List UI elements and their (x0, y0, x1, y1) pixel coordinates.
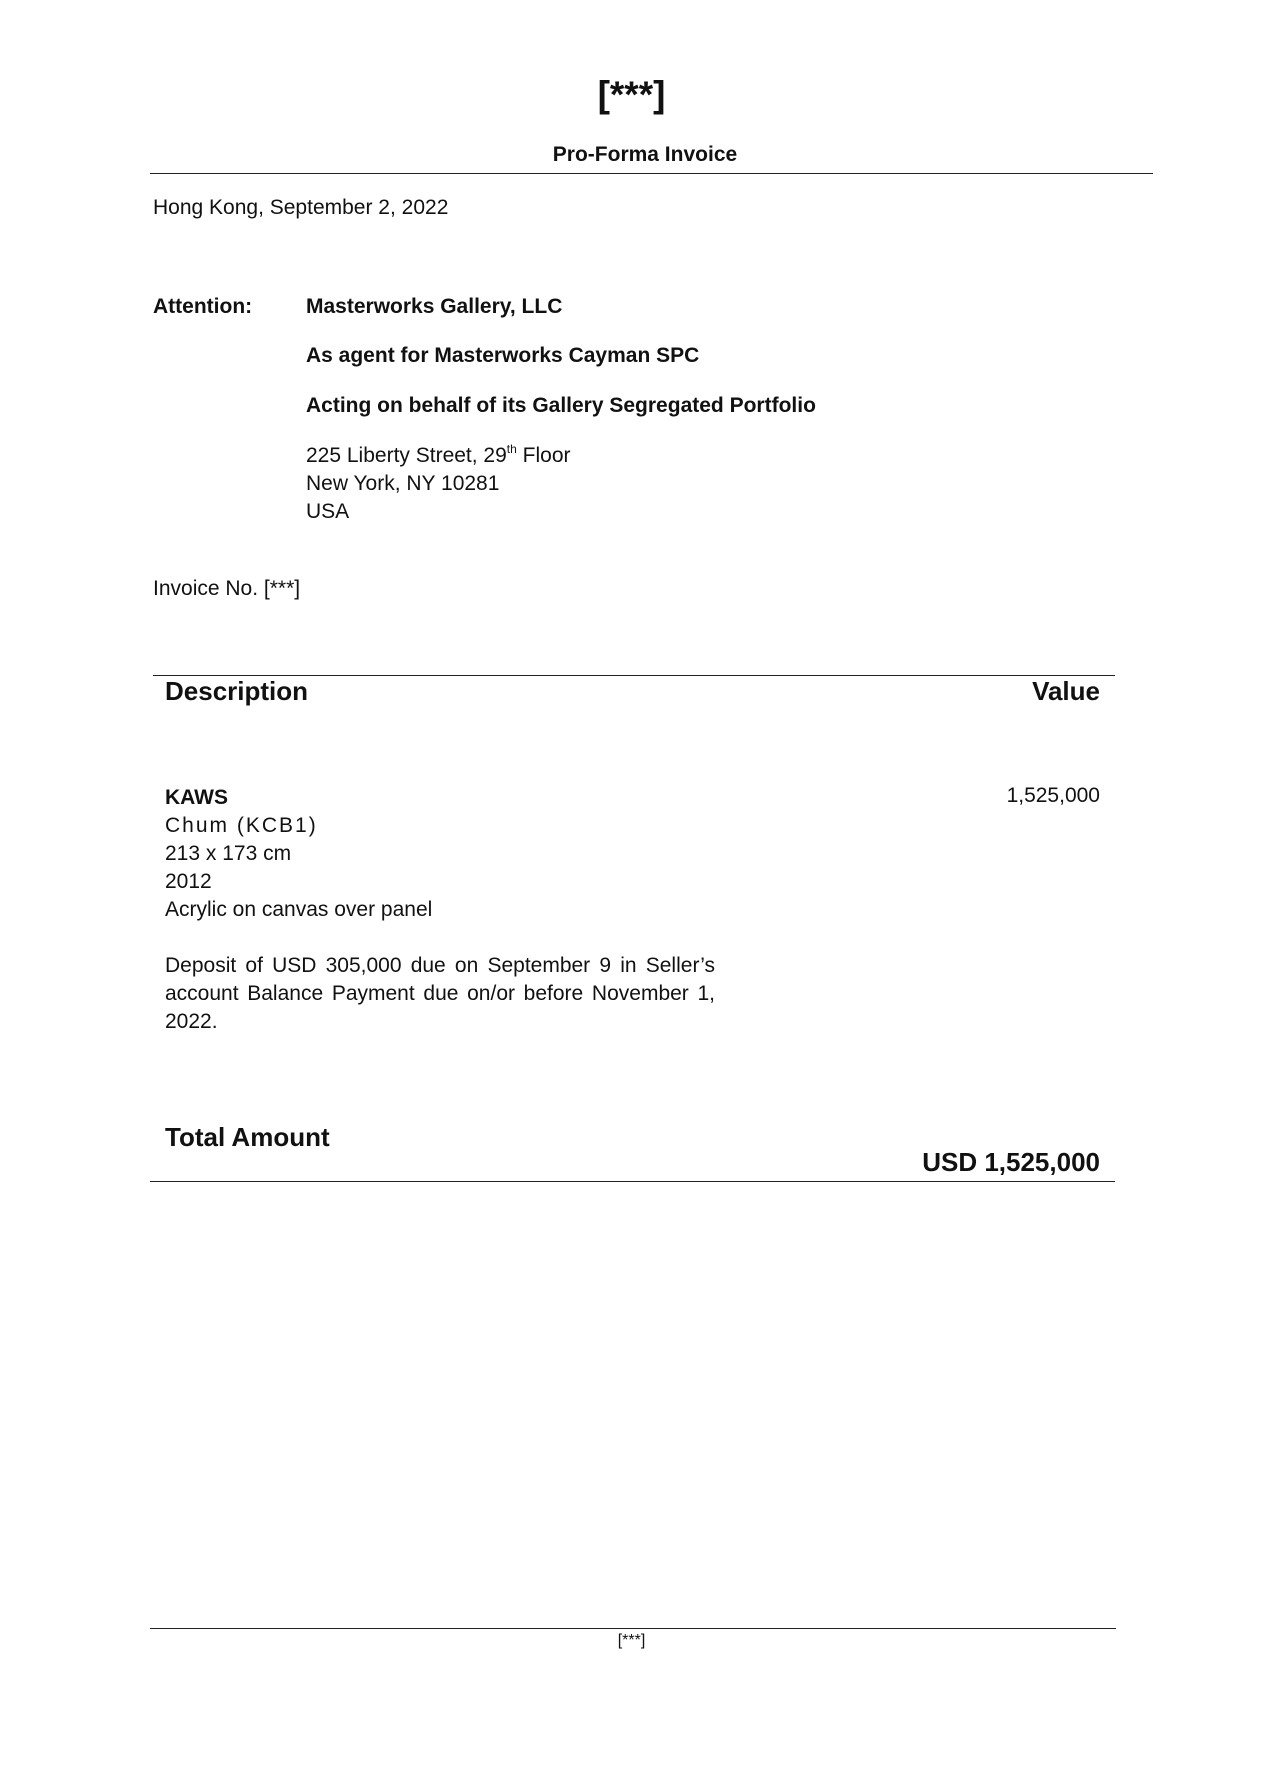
header-divider (150, 173, 1153, 174)
recipient-agent-line: As agent for Masterworks Cayman SPC (306, 344, 700, 367)
item-medium: Acrylic on canvas over panel (165, 898, 433, 921)
attention-label: Attention: (153, 295, 253, 318)
total-value: USD 1,525,000 (922, 1147, 1100, 1177)
recipient-portfolio-line: Acting on behalf of its Gallery Segregated Portfolio (306, 394, 816, 417)
item-title: Chum (KCB1) (165, 814, 318, 837)
address-street: 225 Liberty Street, 29th Floor (306, 442, 571, 467)
item-dimensions: 213 x 173 cm (165, 842, 292, 865)
recipient-name: Masterworks Gallery, LLC (306, 295, 563, 318)
address-country: USA (306, 500, 350, 523)
invoice-number: Invoice No. [***] (153, 577, 301, 600)
header-mark: [***] (597, 74, 666, 115)
recipient-address (306, 442, 571, 526)
table-bottom-rule (150, 1181, 1115, 1182)
description-header: Description (165, 676, 309, 706)
value-header: Value (1032, 676, 1100, 706)
item-year: 2012 (165, 870, 212, 893)
document-title: Pro-Forma Invoice (552, 143, 738, 166)
footer-divider (150, 1628, 1116, 1629)
line-item (165, 784, 432, 924)
address-city: New York, NY 10281 (306, 472, 500, 495)
total-label: Total Amount (165, 1122, 330, 1152)
item-value: 1,525,000 (1006, 784, 1100, 807)
footer-mark: [***] (617, 1632, 646, 1649)
payment-terms: Deposit of USD 305,000 due on September 9 in Seller’s account Balance Payment due on/or before November 1, 2022. (165, 954, 715, 1033)
item-artist: KAWS (165, 786, 228, 809)
place-date: Hong Kong, September 2, 2022 (153, 196, 449, 219)
